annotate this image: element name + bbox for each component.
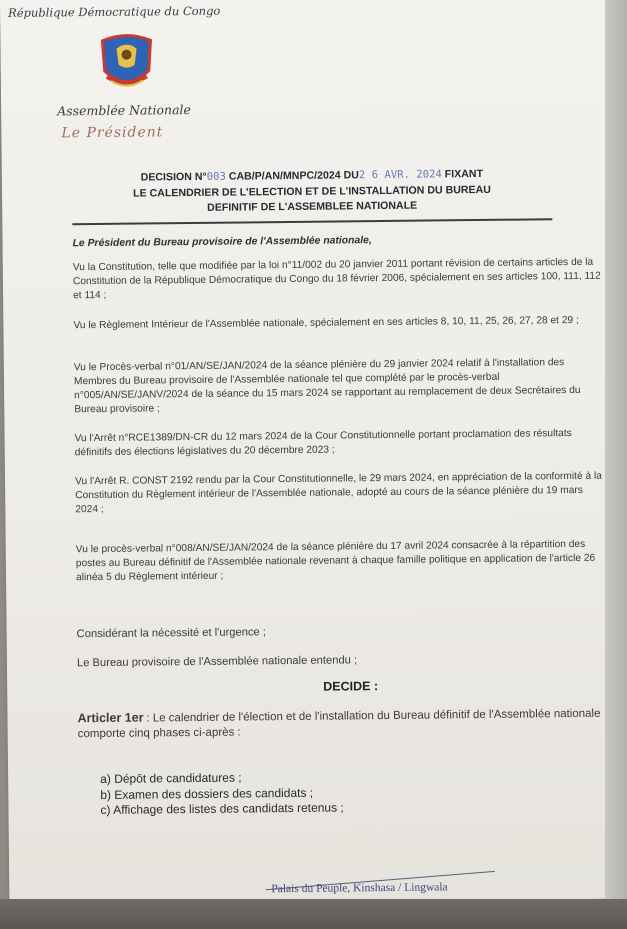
decision-number: 003 <box>206 170 226 183</box>
decision-title <box>62 166 562 218</box>
consideration-item: Vu la Constitution, telle que modifiée par la loi n°11/002 du 20 janvier 2011 portant révision de certains articles de la Constitution de la République Démocratique du Congo du 18 février 2006, spécialement en ses articles 100, 111, 112 et 114 ; <box>72 256 601 302</box>
article-title: Articler 1er <box>77 710 144 726</box>
article-text: : Le calendrier de l'élection et de l'installation du Bureau définitif de l'Assemblée nationale comporte cinq phases ci-après : <box>77 707 601 741</box>
country-name: République Démocratique du Congo <box>8 3 221 20</box>
consideration-item: Le Bureau provisoire de l'Assemblée nationale entendu ; <box>76 654 358 670</box>
article-1 <box>77 706 617 743</box>
lead-line: Le Président du Bureau provisoire de l'Assemblée nationale, <box>72 235 372 250</box>
title-prefix: DECISION N° <box>140 170 207 184</box>
assembly-name: Assemblée Nationale <box>57 102 191 119</box>
decide-heading: DECIDE : <box>323 679 379 694</box>
background-edge-bottom <box>0 899 627 929</box>
consideration-item: Vu l'Arrêt R. CONST 2192 rendu par la Cour Constitutionnelle, le 29 mars 2024, en appréciation de la conformité à la Constitution du Règlement intérieur de l'Assemblée nationale, adopté au cours de la séance plénière du 19 mars 2024 ; <box>74 470 602 516</box>
list-item: b) Examen des dossiers des candidats ; <box>100 785 314 802</box>
consideration-item: Vu le procès-verbal n°008/AN/SE/JAN/2024 de la séance plénière du 17 avril 2024 consacrée à la répartition des postes au Bureau définitif de l'Assemblée nationale revenant à chaque famille politique en application de l'article 26 alinéa 5 du Règlement intérieur ; <box>75 538 596 584</box>
title-fixant: FIXANT <box>444 167 484 181</box>
footer-address: Palais du Peuple, Kinshasa / Lingwala <box>271 881 448 896</box>
background-edge-right <box>605 0 627 929</box>
list-item: c) Affichage des listes des candidats retenus ; <box>100 800 344 817</box>
title-line-2: LE CALENDRIER DE L'ELECTION ET DE L'INSTALLATION DU BUREAU <box>133 183 491 200</box>
president-signature: Le Président <box>61 124 164 142</box>
consideration-item: Vu l'Arrêt n°RCE1389/DN-CR du 12 mars 2024 de la Cour Constitutionnelle portant proclamation des résultats définitifs des élections législatives du 20 décembre 2023 ; <box>74 428 572 459</box>
consideration-item: Considérant la nécessité et l'urgence ; <box>76 626 267 641</box>
consideration-item: Vu le Règlement Intérieur de l'Assemblée nationale, spécialement en ses articles 8, 10, 11, 25, 26, 27, 28 et 29 ; <box>73 314 579 332</box>
title-line-3: DEFINITIF DE L'ASSEMBLEE NATIONALE <box>207 199 418 214</box>
list-item: a) Dépôt de candidatures ; <box>100 770 242 786</box>
consideration-item: Vu le Procès-verbal n°01/AN/SE/JAN/2024 de la séance plénière du 29 janvier 2024 relatif à l'installation des Membres du Bureau provisoire de l'Assemblée nationale tel que complété par le procès-verbal n°005/AN/SE/JANV/2024 de la séance du 15 mars 2024 se rapportant au remplacement de deux Secrétaires du Bureau provisoire ; <box>73 357 581 416</box>
decision-date-stamp: 2 6 AVR. 2024 <box>358 168 442 182</box>
coat-of-arms-icon <box>94 30 159 95</box>
title-reference: CAB/P/AN/MNPC/2024 DU <box>228 169 359 183</box>
phase-list <box>100 769 344 818</box>
title-underline <box>72 218 552 225</box>
